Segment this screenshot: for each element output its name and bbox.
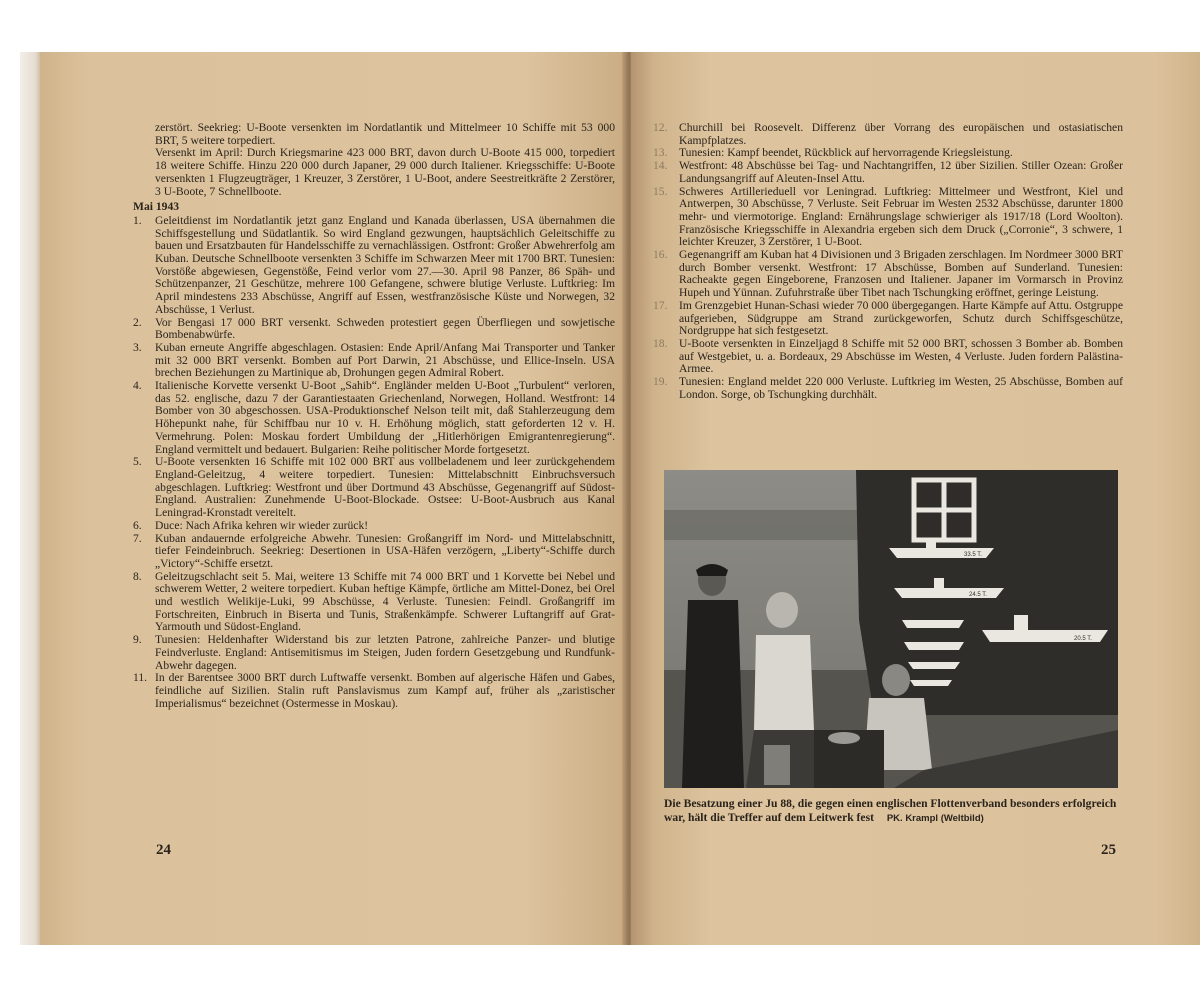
right-entries-list bbox=[653, 122, 1123, 401]
entry-number: 2. bbox=[133, 315, 142, 329]
entry-number: 13. bbox=[653, 146, 668, 160]
photo-illustration bbox=[664, 470, 1118, 788]
page-number-right: 25 bbox=[1101, 842, 1116, 858]
entry-text: Italienische Korvette versenkt U-Boot „Sahib“. Engländer melden U-Boot „Turbulent“ verloren, das 52. englische, dazu 7 der Garantiestaaten Griechenland, Norwegen, Holland. Westfront: 14 Bomber von 30 abgeschossen. USA-Produktionschef Nelson teilt mit, daß Stahlerzeugung dem Höhepunkt nahe, für Schiffbau nur 10 v. H. Erhöhung möglich, statt geforderten 12 v. H. Vermehrung. Polen: Moskau fordert Umbildung der „Hitlerhörigen Emigrantenregierung“. England vermittelt und bedauert. Bulgarien: Reihe politischer Morde fortgesetzt. bbox=[155, 379, 615, 456]
open-book bbox=[20, 52, 1200, 945]
entry-number: 1. bbox=[133, 213, 142, 227]
list-item bbox=[133, 213, 615, 317]
entry-number: 7. bbox=[133, 531, 142, 545]
entry-text: Tunesien: Heldenhafter Widerstand bis zur letzten Patrone, zahlreiche Panzer- und blutige Feindverluste. England: Antisemitismus im Steigen, Juden fordern Gesetzgebung und Rundfunk-Abwehr dagegen. bbox=[155, 633, 615, 672]
page-number-left: 24 bbox=[156, 842, 171, 858]
entry-text: U-Boote versenkten 16 Schiffe mit 102 000 BRT aus vollbeladenem und leer zurückgehendem England-Geleitzug, 4 weitere torpediert. Tunesien: Mittelabschnitt Einbruchsversuch abgeschlagen. Luftkrieg: Westfront und über Dortmund 43 Abschüsse, Gegenangriff auf Südost-England. Australien: Zunehmende U-Boot-Blockade. Ostsee: U-Boot-Ausbruch aus Kanal Leningrad-Kronstadt vereitelt. bbox=[155, 455, 615, 520]
list-item bbox=[133, 518, 615, 533]
entry-number: 14. bbox=[653, 159, 668, 173]
entry-text: Geleitzugschlacht seit 5. Mai, weitere 13 Schiffe mit 74 000 BRT und 1 Korvette bei Nebel und schwerem Wetter, 2 weitere torpediert. Kuban heftige Kämpfe, örtliche am Mittel-Donez, bei Orel und westlich Welikije-Luki, 99 Abschüsse, 4 Verluste. Tunesien: Feindl. Großangriff im Fortschreiten, Einbruch in Biserta und Tunis, Straßenkämpfe. Schwerer Luftangriff auf Grat-Yarmouth und Südost-England. bbox=[155, 569, 615, 634]
list-item bbox=[653, 160, 1123, 185]
entry-text: Churchill bei Roosevelt. Differenz über Vorrang des europäischen und ostasiatischen Kampfplatzes. bbox=[679, 121, 1123, 147]
entry-number: 12. bbox=[653, 121, 668, 134]
list-item bbox=[133, 340, 615, 380]
list-item bbox=[653, 300, 1123, 338]
list-item bbox=[653, 186, 1123, 250]
right-page-text bbox=[653, 122, 1123, 401]
entry-number: 5. bbox=[133, 455, 142, 469]
list-item bbox=[653, 338, 1123, 376]
entry-number: 15. bbox=[653, 184, 668, 198]
list-item bbox=[133, 671, 615, 710]
entry-text: Gegenangriff am Kuban hat 4 Divisionen und 3 Brigaden zerschlagen. Im Nordmeer 3000 BRT durch Bomber versenkt. Westfront: 17 Abschüsse, Bomben auf Sunderland. Tunesien: Racheakte gegen Eingeborene, Franzosen und Italiener. Japaner im Vormarsch in Provinz Hupeh und Yünnan. Zufuhrstraße über Tibet nach Tschungking eröffnet, geringe Leistung. bbox=[679, 248, 1123, 300]
right-page bbox=[631, 52, 1200, 945]
entry-text: Westfront: 48 Abschüsse bei Tag- und Nachtangriffen, 12 über Sizilien. Stiller Ozean: Großer Landungsangriff auf Aleuten-Insel Attu. bbox=[679, 159, 1123, 185]
entry-number: 11. bbox=[133, 671, 148, 685]
list-item bbox=[133, 315, 615, 342]
list-item bbox=[653, 122, 1123, 147]
entry-number: 18. bbox=[653, 336, 668, 350]
entry-text: Duce: Nach Afrika kehren wir wieder zurück! bbox=[155, 518, 369, 532]
list-item bbox=[133, 569, 615, 635]
entry-text: Tunesien: Kampf beendet, Rückblick auf hervorragende Kriegsleistung. bbox=[679, 146, 1013, 160]
entry-text: Im Grenzgebiet Hunan-Schasi wieder 70 000 übergegangen. Harte Kämpfe auf Attu. Ostgruppe aufgerieben, Südgruppe am Strand zurückgeworfen, Schutz durch Schiffsgeschütze, Nordgruppe hat sich festgesetzt. bbox=[679, 298, 1123, 338]
entry-number: 3. bbox=[133, 340, 142, 354]
left-page bbox=[40, 52, 645, 945]
left-page-text bbox=[133, 121, 615, 710]
caption-text: Die Besatzung einer Ju 88, die gegen einen englischen Flottenverband besonders erfolgreich war, hält die Treffer auf dem Leitwerk fest bbox=[664, 797, 1117, 824]
book-edge bbox=[20, 52, 42, 945]
list-item bbox=[653, 249, 1123, 300]
left-entries-list bbox=[133, 213, 615, 710]
list-item bbox=[133, 379, 615, 456]
photo-caption bbox=[664, 797, 1124, 826]
entry-number: 17. bbox=[653, 298, 668, 312]
entry-text: Vor Bengasi 17 000 BRT versenkt. Schweden protestiert gegen Überfliegen und sowjetische Bombenabwürfe. bbox=[155, 315, 615, 342]
entry-text: Kuban andauernde erfolgreiche Abwehr. Tunesien: Großangriff im Nord- und Mittelabschnitt, tiefer Feindeinbruch. Seekrieg: Desertionen in USA-Häfen verzögern, „Liberty“-Schiffe durch „Victory“-Schiffe ersetzt. bbox=[155, 531, 615, 570]
list-item bbox=[133, 455, 615, 520]
entry-text: In der Barentsee 3000 BRT durch Luftwaffe versenkt. Bomben auf algerische Häfen und Gabes, feindliche auf Sizilien. Stalin ruft Panslavismus zum Kampf auf, früher als „zaristischer Imperialismus“ bezeichnet (Ostermesse in Moskau). bbox=[155, 671, 615, 710]
tail-mark-3: 20.5 T. bbox=[1074, 636, 1092, 642]
list-item bbox=[133, 531, 615, 571]
photo-ju88-crew bbox=[664, 470, 1118, 788]
entry-number: 8. bbox=[133, 569, 142, 583]
entry-number: 16. bbox=[653, 248, 668, 262]
april-paragraph: Versenkt im April: Durch Kriegsmarine 423 000 BRT, davon durch U-Boote 415 000, torpediert 18 weitere Schiffe. Hinzu 220 000 durch Japaner, 29 000 durch Italiener. Kriegsschiffe: U-Boote versenkten 1 Flugzeugträger, 1 Kreuzer, 3 Zerstörer, 1 U-Boot, andere Seestreitkräfte 2 Zerstörer, 3 U-Boote, 7 Schnellboote. bbox=[155, 146, 615, 198]
entry-number: 4. bbox=[133, 379, 142, 393]
photo-credit: PK. Krampl (Weltbild) bbox=[886, 813, 984, 824]
intro-paragraph: zerstört. Seekrieg: U-Boote versenkten im Nordatlantik und Mittelmeer 10 Schiffe mit 53 000 BRT, 5 weitere torpediert. bbox=[155, 121, 615, 147]
entry-text: Tunesien: England meldet 220 000 Verluste. Luftkrieg im Westen, 25 Abschüsse, Bomben auf London. Sorge, ob Tschungking durchhält. bbox=[679, 375, 1123, 401]
entry-number: 6. bbox=[133, 518, 142, 532]
entry-text: Kuban erneute Angriffe abgeschlagen. Ostasien: Ende April/Anfang Mai Transporter und Tanker mit 32 000 BRT versenkt. Bomben auf Port Darwin, 21 Abschüsse, und Ellice-Inseln. USA brechen Beziehungen zu Martinique ab, Drohungen gegen Admiral Robert. bbox=[155, 340, 615, 380]
section-title: Mai 1943 bbox=[133, 200, 180, 214]
entry-number: 9. bbox=[133, 633, 142, 647]
entry-text: U-Boote versenkten in Einzeljagd 8 Schiffe mit 52 000 BRT, schossen 3 Bomber ab. Bomben auf Westgebiet, u. a. Bordeaux, 29 Abschüsse im Westen, 4 Verluste. Juden fordern Palästina-Armee. bbox=[679, 336, 1123, 376]
entry-text: Geleitdienst im Nordatlantik jetzt ganz England und Kanada überlassen, USA übernahmen die Schiffsgestellung und Südatlantik. So wird England gezwungen, hauptsächlich Geleitschiffe zu bauen und Ersatzbauten für Handelsschiffe zu vernachlässigen. Ostfront: Großer Abwehrerfolg am Kuban. Deutsche Schnellboote versenkten 3 Schiffe im Schwarzen Meer mit 1700 BRT. Tunesien: Vorstöße abgewiesen, Gegenstöße, Feind verlor vom 27.—30. April 98 Panzer, 86 Späh- und Schützenpanzer, 21 Geschütze, mehrere 100 Gefangene, schwere blutige Verluste. Luftkrieg: Im April mindestens 233 Abschüsse, Angriff auf Essen, westfranzösische Küste und Norwegen, 32 Abschüsse, 1 Verlust. bbox=[155, 213, 615, 316]
entry-text: Schweres Artillerieduell vor Leningrad. Luftkrieg: Mittelmeer und Westfront, Kiel und Antwerpen, 30 Abschüsse, 7 Verluste. Seit Februar im Westen 2532 Abschüsse, darunter 1800 mehr- und viermotorige. England: Ernährungslage schwieriger als 1917/18 (Lord Woolton). Französische Kriegsschiffe in Alexandria ergeben sich dem Druck („Corronie“, 3 schwere, 1 leichter Kreuzer, 3 Zerstörer, 1 U-Boot. bbox=[679, 184, 1123, 249]
entry-number: 19. bbox=[653, 375, 668, 389]
tail-mark-1: 33.5 T. bbox=[964, 552, 982, 558]
list-item bbox=[653, 376, 1123, 401]
list-item bbox=[133, 633, 615, 672]
tail-mark-2: 24.5 T. bbox=[969, 592, 987, 598]
